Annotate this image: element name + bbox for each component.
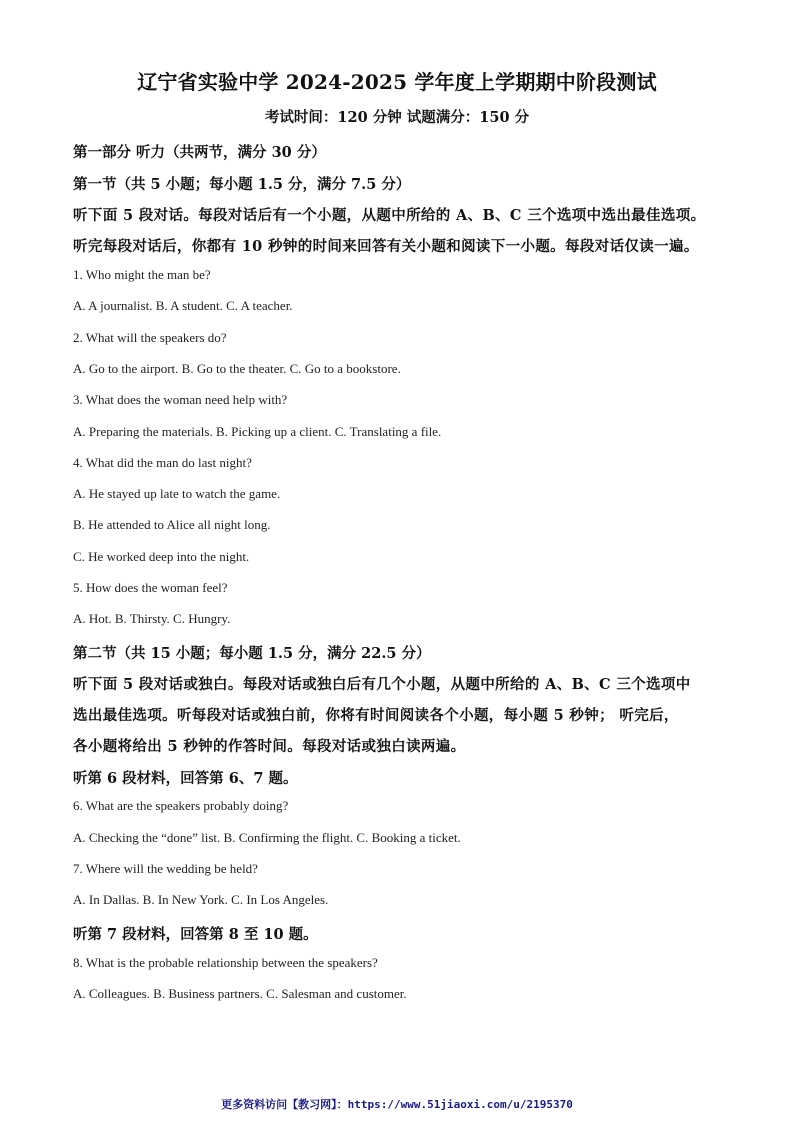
question-options: A. Hot. B. Thirsty. C. Hungry. [73, 611, 231, 626]
material-heading: 听第 6 段材料，回答第 6、7 题。 [73, 770, 298, 787]
question-options: A. Preparing the materials. B. Picking up a client. C. Translating a file. [73, 424, 442, 439]
section1-instruction: 听完每段对话后，你都有 10 秒钟的时间来回答有关小题和阅读下一小题。每段对话仅读一遍。 [73, 238, 699, 255]
section2-instruction: 各小题将给出 5 秒钟的作答时间。每段对话或独白读两遍。 [73, 738, 466, 755]
question-stem: 8. What is the probable relationship between the speakers? [73, 955, 378, 970]
section1-instruction: 听下面 5 段对话。每段对话后有一个小题，从题中所给的 A、B、C 三个选项中选出最佳选项。 [73, 207, 706, 224]
question-options: A. Checking the “done” list. B. Confirming the flight. C. Booking a ticket. [73, 830, 461, 845]
question-stem: 3. What does the woman need help with? [73, 392, 288, 407]
question-stem: 4. What did the man do last night? [73, 455, 252, 470]
question-options: A. Colleagues. B. Business partners. C. Salesman and customer. [73, 986, 407, 1001]
section2-heading: 第二节（共 15 小题；每小题 1.5 分，满分 22.5 分） [73, 645, 431, 662]
exam-info: 考试时间：120 分钟 试题满分：150 分 [264, 109, 530, 126]
section2-instruction: 听下面 5 段对话或独白。每段对话或独白后有几个小题，从题中所给的 A、B、C 三个选项中 [73, 676, 691, 693]
question-options: A. In Dallas. B. In New York. C. In Los Angeles. [73, 892, 329, 907]
question-stem: 2. What will the speakers do? [73, 330, 227, 345]
question-stem: 6. What are the speakers probably doing? [73, 798, 289, 813]
section1-heading: 第一节（共 5 小题；每小题 1.5 分，满分 7.5 分） [73, 176, 411, 193]
question-option: A. He stayed up late to watch the game. [73, 486, 281, 501]
question-options: A. Go to the airport. B. Go to the theater. C. Go to a bookstore. [73, 361, 401, 376]
question-stem: 7. Where will the wedding be held? [73, 861, 258, 876]
page-title: 辽宁省实验中学 2024-2025 学年度上学期期中阶段测试 [137, 70, 657, 94]
section2-instruction: 选出最佳选项。听每段对话或独白前，你将有时间阅读各个小题，每小题 5 秒钟； 听完后， [73, 707, 679, 724]
question-stem: 5. How does the woman feel? [73, 580, 228, 595]
question-option: B. He attended to Alice all night long. [73, 517, 271, 532]
footer-link[interactable]: 更多资料访问【教习网】：https://www.51jiaoxi.com/u/2195370 [221, 1098, 573, 1111]
part1-heading: 第一部分 听力（共两节，满分 30 分） [73, 144, 326, 161]
question-stem: 1. Who might the man be? [73, 267, 211, 282]
question-options: A. A journalist. B. A student. C. A teacher. [73, 298, 293, 313]
question-option: C. He worked deep into the night. [73, 549, 250, 564]
material-heading: 听第 7 段材料，回答第 8 至 10 题。 [73, 926, 318, 943]
